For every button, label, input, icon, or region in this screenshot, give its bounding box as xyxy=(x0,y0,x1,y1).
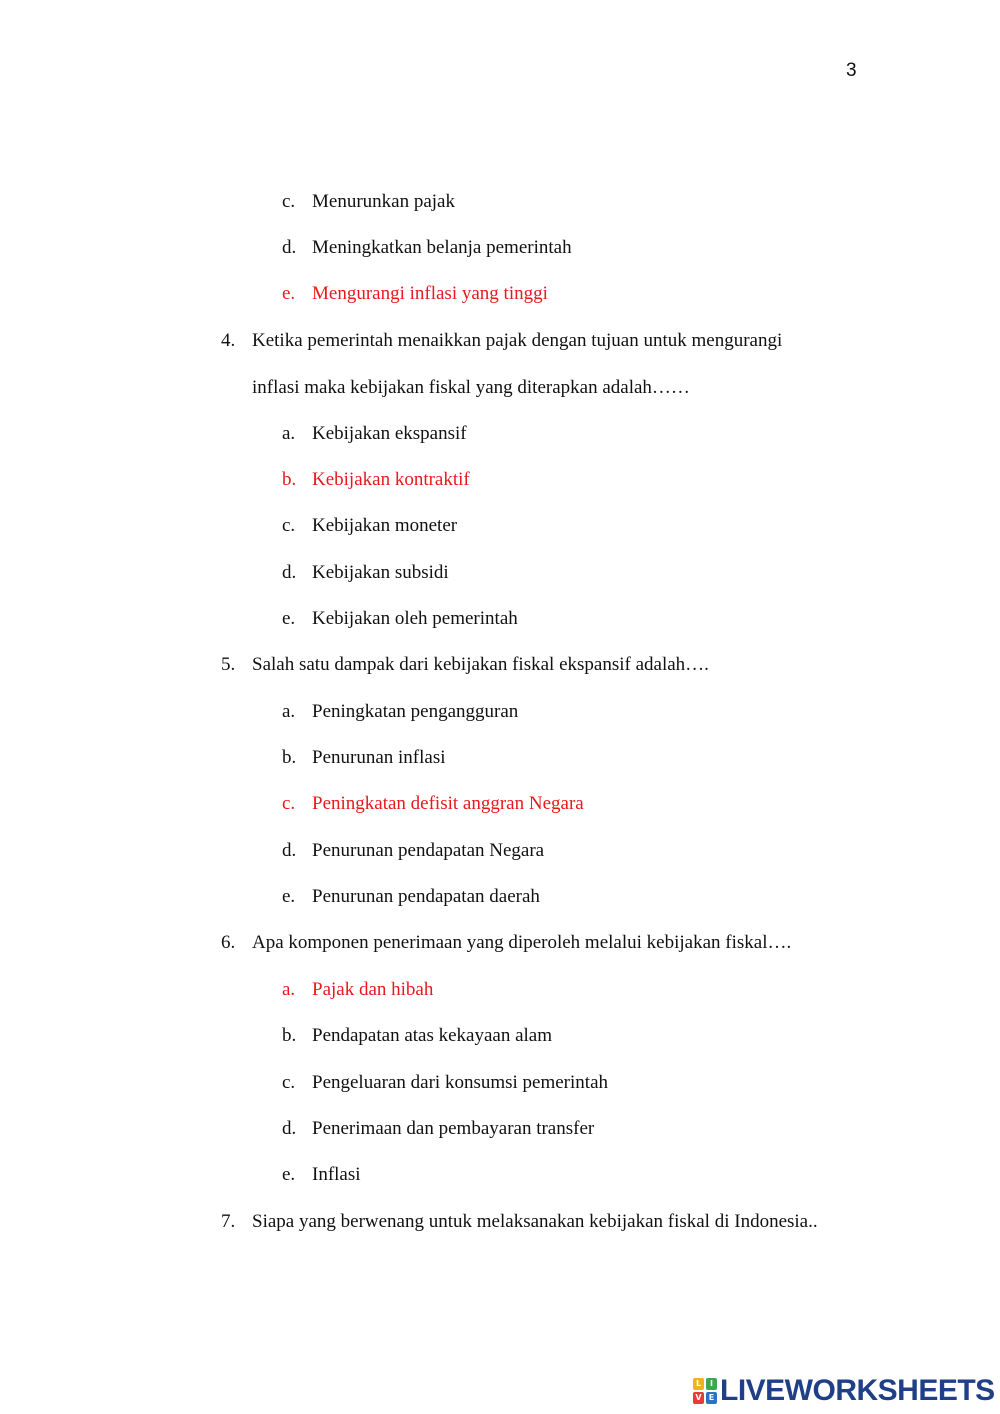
option-text: Menurunkan pajak xyxy=(312,191,455,212)
option-text: Inflasi xyxy=(312,1164,361,1185)
liveworksheets-logo-icon xyxy=(693,1378,717,1404)
logo-tile-l: L xyxy=(693,1378,704,1390)
logo-tile-e: E xyxy=(706,1392,717,1404)
option-marker: e. xyxy=(282,283,296,304)
question-text: Ketika pemerintah menaikkan pajak dengan tujuan untuk mengurangi xyxy=(252,330,783,351)
question-text: Siapa yang berwenang untuk melaksanakan kebijakan fiskal di Indonesia.. xyxy=(252,1211,818,1232)
question-number: 4. xyxy=(221,330,236,351)
option-text: Peningkatan pengangguran xyxy=(312,701,519,722)
option-text: Peningkatan defisit anggran Negara xyxy=(312,793,584,814)
liveworksheets-logo xyxy=(693,1376,995,1406)
question-number: 7. xyxy=(221,1211,236,1232)
option-marker: c. xyxy=(282,191,296,212)
option-text: Pengeluaran dari konsumsi pemerintah xyxy=(312,1072,609,1093)
option-marker: b. xyxy=(282,1025,297,1046)
option-text: Mengurangi inflasi yang tinggi xyxy=(312,283,548,304)
question-text: Salah satu dampak dari kebijakan fiskal ekspansif adalah…. xyxy=(252,654,709,675)
option-marker: d. xyxy=(282,237,297,258)
option-text: Pajak dan hibah xyxy=(312,979,434,1000)
question-text: Apa komponen penerimaan yang diperoleh melalui kebijakan fiskal…. xyxy=(252,932,792,953)
option-marker: a. xyxy=(282,701,296,722)
question-number: 6. xyxy=(221,932,236,953)
question-number: 5. xyxy=(221,654,236,675)
option-text: Penurunan pendapatan Negara xyxy=(312,840,545,861)
option-marker: a. xyxy=(282,979,296,1000)
option-text: Penurunan inflasi xyxy=(312,747,446,768)
option-marker: e. xyxy=(282,608,296,629)
option-text: Kebijakan moneter xyxy=(312,515,458,536)
option-marker: c. xyxy=(282,1072,296,1093)
option-marker: e. xyxy=(282,886,296,907)
option-marker: b. xyxy=(282,747,297,768)
page-number: 3 xyxy=(846,60,857,81)
option-marker: c. xyxy=(282,793,296,814)
logo-tile-v: V xyxy=(693,1392,704,1404)
option-marker: d. xyxy=(282,562,297,583)
option-text: Penurunan pendapatan daerah xyxy=(312,886,540,907)
question-4-continuation: inflasi maka kebijakan fiskal yang diterapkan adalah…… xyxy=(252,377,690,398)
option-text: Kebijakan oleh pemerintah xyxy=(312,608,518,629)
option-marker: b. xyxy=(282,469,297,490)
option-text: Kebijakan ekspansif xyxy=(312,423,467,444)
option-text: Kebijakan kontraktif xyxy=(312,469,470,490)
option-marker: e. xyxy=(282,1164,296,1185)
option-text: Penerimaan dan pembayaran transfer xyxy=(312,1118,595,1139)
option-marker: c. xyxy=(282,515,296,536)
option-text: Meningkatkan belanja pemerintah xyxy=(312,237,572,258)
option-marker: d. xyxy=(282,840,297,861)
logo-tile-i: I xyxy=(706,1378,717,1390)
option-text: Pendapatan atas kekayaan alam xyxy=(312,1025,553,1046)
option-marker: a. xyxy=(282,423,296,444)
option-marker: d. xyxy=(282,1118,297,1139)
option-text: Kebijakan subsidi xyxy=(312,562,449,583)
liveworksheets-logo-text: LIVEWORKSHEETS xyxy=(720,1374,995,1407)
